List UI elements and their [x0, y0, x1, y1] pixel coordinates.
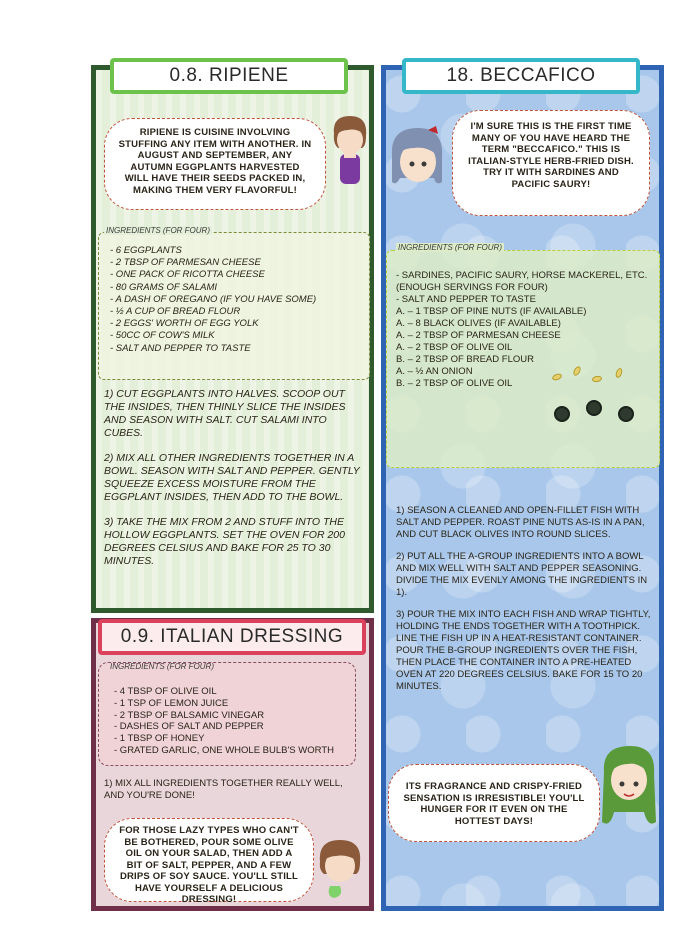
list-item: - SALT AND PEPPER TO TASTE [110, 342, 251, 354]
list-item: - 1 TSP OF LEMON JUICE [114, 697, 229, 709]
list-item: - 1 TBSP OF HONEY [114, 733, 205, 745]
list-item: A. – 2 TBSP OF OLIVE OIL [396, 342, 513, 353]
step-text: 1) SEASON A CLEANED AND OPEN-FILLET FISH WITH SALT AND PEPPER. ROAST PINE NUTS AS-IS IN A PAN, AND CUT BLACK OLIVES INTO ROUND SLICES. [396, 505, 645, 540]
dressing-ingredients-list [114, 686, 354, 757]
beccafico-closing-bubble: ITS FRAGRANCE AND CRISPY-FRIED SENSATION IS IRRESISTIBLE! YOU'LL HUNGER FOR IT EVEN ON THE HOTTEST DAYS! [388, 764, 600, 842]
list-item: - 50CC OF COW'S MILK [110, 330, 215, 342]
list-item: - GRATED GARLIC, ONE WHOLE BULB'S WORTH [114, 744, 334, 756]
step-text: 1) MIX ALL INGREDIENTS TOGETHER REALLY WELL, AND YOU'RE DONE! [104, 778, 343, 801]
beccafico-steps [396, 505, 658, 703]
list-item: - ½ A CUP OF BREAD FLOUR [110, 306, 241, 318]
list-item: B. – 2 TBSP OF OLIVE OIL [396, 378, 513, 389]
step-text: 3) POUR THE MIX INTO EACH FISH AND WRAP TIGHTLY, HOLDING THE ENDS TOGETHER WITH A TOOTHPICK. LINE THE FISH UP IN A HEAT-RESISTANT CONTAINER. POUR THE B-GROUP INGREDIENTS OVER THE FISH, THEN PLACE THE CONTAINER INTO A PRE-HEATED OVEN AT 220 DEGREES CELSIUS. BAKE FOR 15 TO 20 MINUTES. [396, 609, 651, 692]
step-text: 2) PUT ALL THE A-GROUP INGREDIENTS INTO A BOWL AND MIX WELL WITH SALT AND PEPPER SEASONING. DIVIDE THE MIX EVENLY AMONG THE INGREDIENTS IN 1). [396, 551, 648, 598]
ripiene-ingredients-label: INGREDIENTS (FOR FOUR) [106, 226, 210, 235]
list-item: - 2 TBSP OF BALSAMIC VINEGAR [114, 709, 265, 721]
list-item: - ONE PACK OF RICOTTA CHEESE [110, 269, 265, 281]
step-text: 3) TAKE THE MIX FROM 2 AND STUFF INTO THE HOLLOW EGGPLANTS. SET THE OVEN FOR 200 DEGREES CELSIUS AND BAKE FOR 25 TO 30 MINUTES. [104, 516, 345, 567]
list-item: - DASHES OF SALT AND PEPPER [114, 721, 264, 733]
list-item: A. – ½ AN ONION [396, 366, 473, 377]
chef-character-illustration [314, 836, 366, 906]
pine-nuts-illustration [548, 366, 638, 396]
italian-dressing-title: 0.9. ITALIAN DRESSING [98, 619, 366, 655]
ripiene-title: 0.8. RIPIENE [110, 58, 348, 94]
list-item: A. – 1 TBSP OF PINE NUTS (IF AVAILABLE) [396, 306, 587, 317]
list-item: A. – 8 BLACK OLIVES (IF AVAILABLE) [396, 318, 561, 329]
girl-character-illustration [386, 122, 448, 202]
list-item: B. – 2 TBSP OF BREAD FLOUR [396, 354, 534, 365]
list-item: A. – 2 TBSP OF PARMESAN CHEESE [396, 330, 561, 341]
ripiene-steps [104, 388, 362, 580]
list-item: - SALT AND PEPPER TO TASTE [396, 294, 536, 305]
beccafico-title: 18. BECCAFICO [402, 58, 640, 94]
dressing-steps [104, 778, 356, 814]
step-text: 1) CUT EGGPLANTS INTO HALVES. SCOOP OUT THE INSIDES, THEN THINLY SLICE THE INSIDES AND SEASON WITH SALT. CUT SALAMI INTO CUBES. [104, 388, 346, 439]
dressing-tip-bubble: FOR THOSE LAZY TYPES WHO CAN'T BE BOTHERED, POUR SOME OLIVE OIL ON YOUR SALAD, THEN ADD A BIT OF SALT, PEPPER, AND A FEW DRIPS OF SOY SAUCE. YOU'LL STILL HAVE YOURSELF A DELICIOUS DRESSING! [104, 818, 314, 902]
chef-character-illustration [328, 112, 370, 192]
list-item: - 80 GRAMS OF SALAMI [110, 281, 217, 293]
list-item: - 2 EGGS' WORTH OF EGG YOLK [110, 318, 259, 330]
list-item: - A DASH OF OREGANO (IF YOU HAVE SOME) [110, 293, 317, 305]
green-hair-character-illustration [598, 742, 660, 832]
olives-illustration [552, 398, 642, 428]
beccafico-intro-bubble: I'M SURE THIS IS THE FIRST TIME MANY OF YOU HAVE HEARD THE TERM "BECCAFICO." THIS IS ITALIAN-STYLE HERB-FRIED DISH. TRY IT WITH SARDINES AND PACIFIC SAURY! [452, 110, 650, 216]
beccafico-ingredients-label: INGREDIENTS (FOR FOUR) [398, 243, 502, 252]
ripiene-intro-bubble: RIPIENE IS CUISINE INVOLVING STUFFING ANY ITEM WITH ANOTHER. IN AUGUST AND SEPTEMBER, ANY AUTUMN EGGPLANTS HARVESTED WILL HAVE THEIR SEEDS PACKED IN, MAKING THEM VERY FLAVORFUL! [104, 118, 326, 210]
list-item: - 6 EGGPLANTS [110, 245, 182, 256]
list-item: - 2 TBSP OF PARMESAN CHEESE [110, 257, 261, 269]
step-text: 2) MIX ALL OTHER INGREDIENTS TOGETHER IN A BOWL. SEASON WITH SALT AND PEPPER. GENTLY SQUEEZE EXCESS MOISTURE FROM THE EGGPLANT INSIDES, THEN ADD TO THE BOWL. [104, 452, 360, 503]
list-item: - 4 TBSP OF OLIVE OIL [114, 686, 217, 697]
dressing-ingredients-label: INGREDIENTS (FOR FOUR) [110, 662, 214, 671]
ripiene-ingredients-list [110, 245, 360, 355]
list-item: - SARDINES, PACIFIC SAURY, HORSE MACKEREL, ETC. (ENOUGH SERVINGS FOR FOUR) [396, 270, 648, 293]
